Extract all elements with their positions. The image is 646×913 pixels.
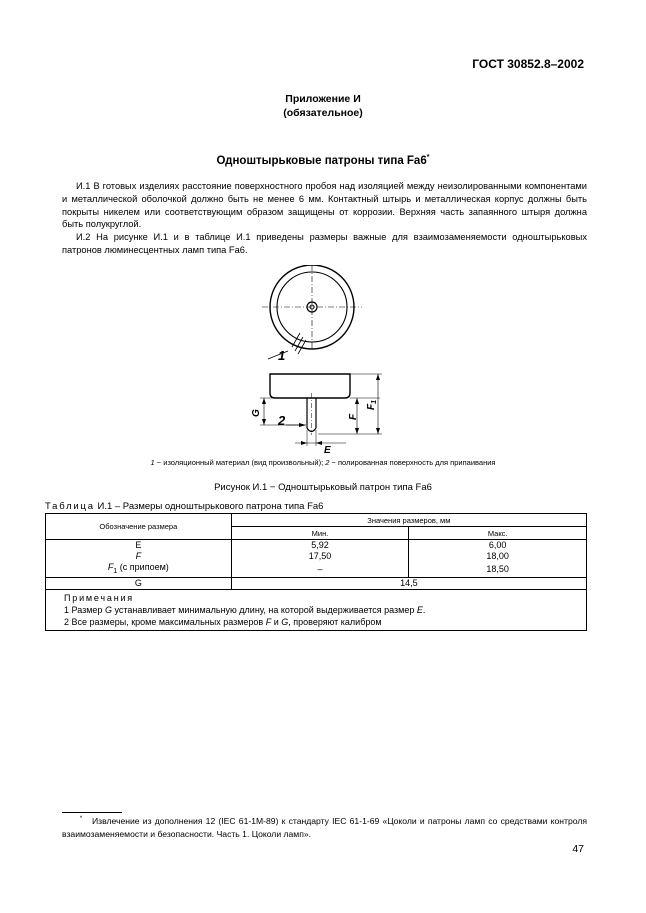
dimensions-table (45, 513, 587, 631)
header-max: Макс. (409, 527, 587, 540)
row-G-name: G (46, 577, 232, 589)
header-values: Значения размеров, мм (231, 514, 586, 527)
legend-number-2: 2 (325, 458, 330, 467)
label-2: 2 (278, 413, 286, 428)
row-F-symbol: F (135, 551, 142, 561)
paragraph-2-text: И.2 На рисунке И.1 и в таблице И.1 приведены размеры важные для взаимозаменяемости одноштырьковых патронов люминесцентных ламп типа Fa6. (62, 232, 587, 255)
row-F-name (46, 551, 232, 562)
section-footnote-mark: * (426, 154, 430, 161)
side-view (260, 374, 382, 446)
note-2: 2 Все размеры, кроме максимальных размеров F и G, проверяют калибром (64, 616, 382, 627)
footnote (62, 813, 587, 841)
table-title (45, 501, 323, 512)
legend-text-1: − изоляционный материал (вид произвольный); (154, 458, 326, 467)
appendix-subtitle: (обязательное) (283, 107, 363, 119)
table-row (46, 551, 587, 562)
table-row (46, 562, 587, 577)
header-min: Мин. (231, 527, 409, 540)
row-F-min: 17,50 (231, 551, 409, 562)
table-notes-row (46, 589, 587, 630)
row-F1-name (46, 562, 232, 577)
row-F1-max: 18,50 (409, 562, 587, 577)
table-header-row (46, 514, 587, 527)
page-number: 47 (572, 843, 584, 855)
section-title (0, 154, 646, 167)
table-notes (46, 589, 587, 630)
label-1: 1 (278, 348, 286, 363)
row-F1-subscript: 1 (113, 567, 118, 575)
figure-legend (0, 458, 646, 467)
label-E: E (324, 445, 331, 456)
label-F1: $F_1$ (366, 399, 378, 410)
row-G-value: 14,5 (231, 577, 586, 589)
row-E-name: E (46, 540, 232, 552)
notes-title: Примечания (64, 592, 134, 603)
table-title-rest: И.1 – Размеры одноштырькового патрона типа Fa6 (94, 501, 324, 512)
appendix-heading (0, 92, 646, 120)
paragraph-2 (62, 231, 587, 257)
label-G: G (251, 409, 262, 417)
legend-number-1: 1 (150, 458, 155, 467)
row-F1-min: – (231, 562, 409, 577)
table-title-prefix: Таблица (45, 501, 95, 512)
paragraph-1 (62, 180, 587, 231)
dimension-arrows (262, 374, 380, 445)
figure-caption: Рисунок И.1 − Одноштырьковый патрон типа Fa6 (214, 482, 432, 493)
table-row (46, 540, 587, 552)
lampholder-drawing (240, 265, 390, 457)
row-E-max: 6,00 (409, 540, 587, 552)
top-view (262, 265, 362, 359)
paragraph-1-text: И.1 В готовых изделиях расстояние поверхностного пробоя над изоляцией между неизолированными компонентами и металлической оболочкой должно быть не менее 6 мм. Контактный штырь и металлическая корпус должны быть покрыты никелем или соответствующим образом защищены от коррозии. Верхняя часть запаянного штыря должна быть полукруглой. (62, 181, 587, 230)
appendix-title: Приложение И (285, 93, 361, 105)
header-designation: Обозначение размера (46, 514, 232, 540)
table-row (46, 577, 587, 589)
row-F1-suffix: (с припоем) (117, 562, 169, 572)
label-F: F (348, 413, 359, 420)
row-F1-symbol: F (107, 562, 114, 572)
note-1: 1 Размер G устанавливает минимальную длину, на которой выдерживается размер E. (64, 604, 426, 615)
legend-text-2: − полированная поверхность для припаивания (329, 458, 496, 467)
footnote-text: Извлечение из дополнения 12 (IEC 61-1M-89) к стандарту IEC 61-1-69 «Цоколи и патроны ламп со средствами контроля взаимозаменяемости и безопасности. Часть 1. Цоколи ламп». (62, 816, 587, 839)
standard-number: ГОСТ 30852.8–2002 (472, 57, 584, 71)
footnote-mark: * (79, 816, 83, 822)
row-F-max: 18,00 (409, 551, 587, 562)
row-E-min: 5,92 (231, 540, 409, 552)
section-title-text: Одноштырьковые патроны типа Fa6 (216, 154, 427, 167)
